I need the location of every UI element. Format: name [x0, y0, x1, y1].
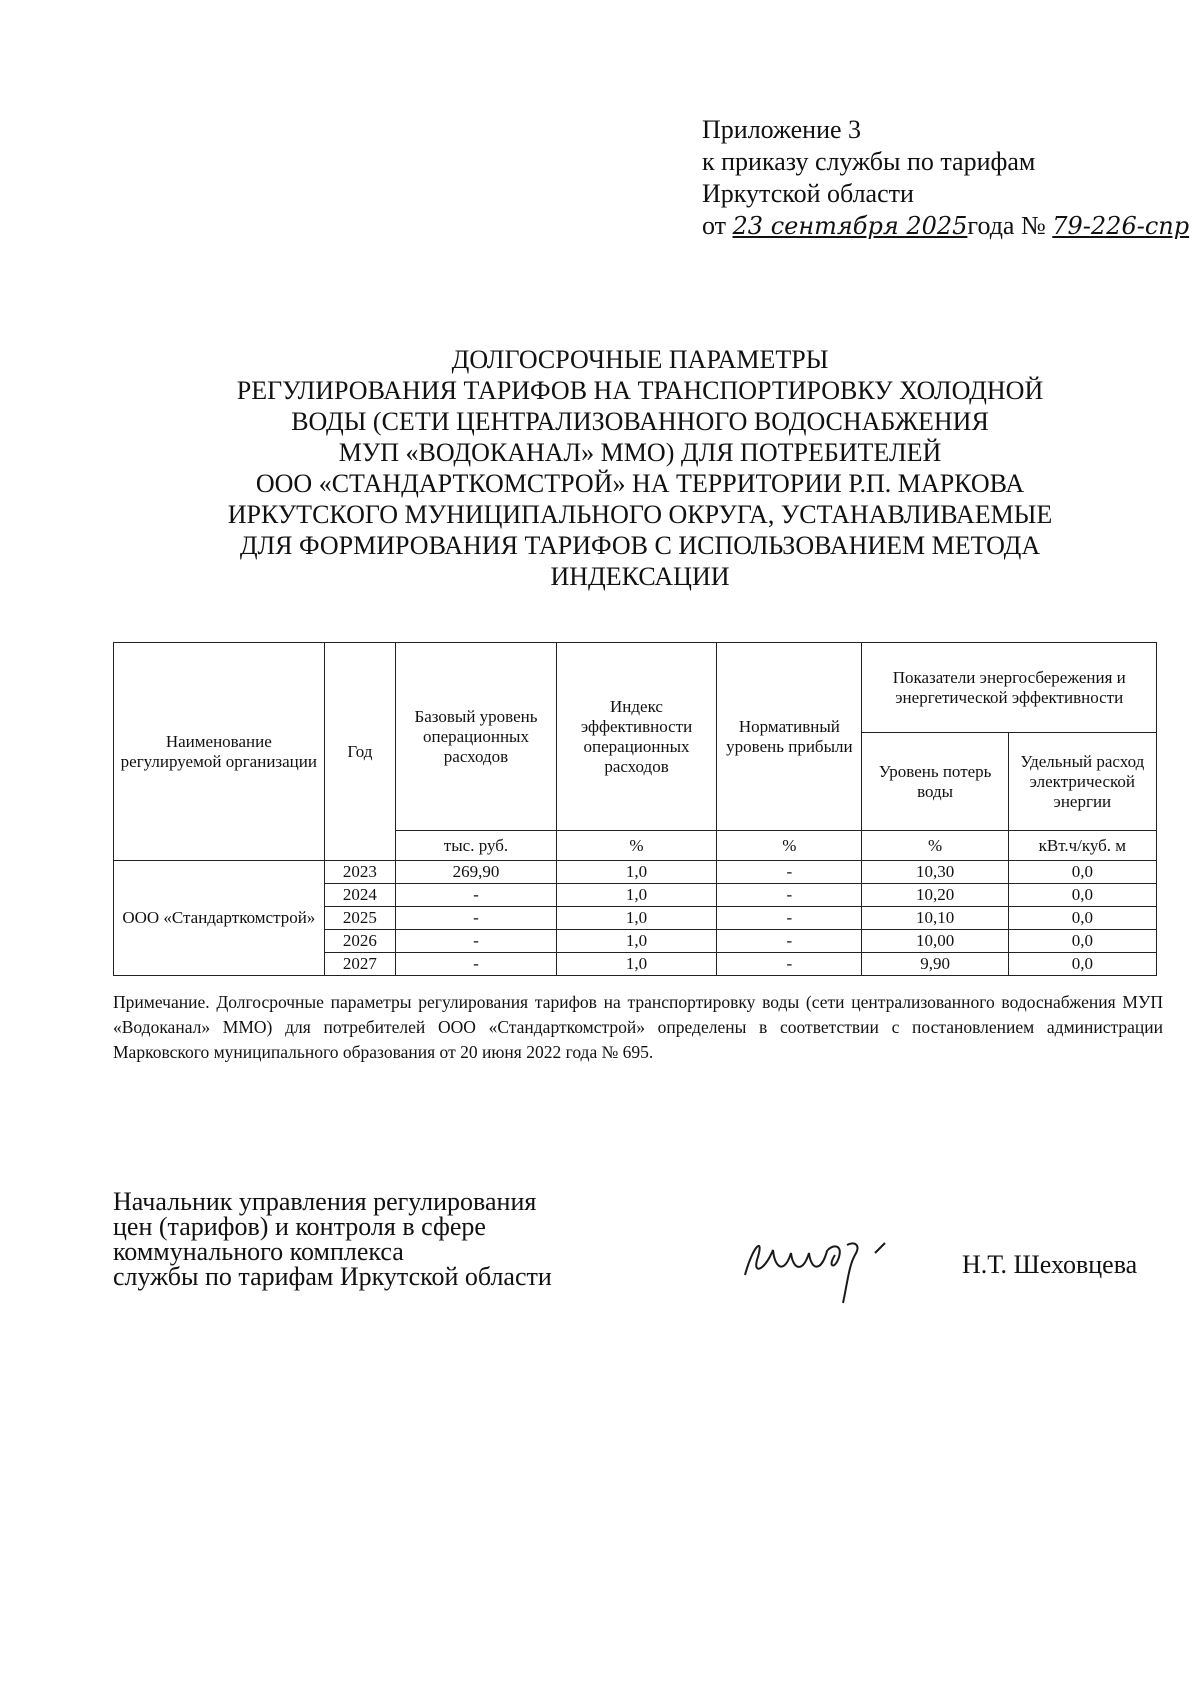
appendix-middle: года № — [967, 211, 1046, 240]
table-header-row — [114, 643, 1157, 733]
title-line: ВОДЫ (СЕТИ ЦЕНТРАЛИЗОВАННОГО ВОДОСНАБЖЕНИЯ — [291, 407, 989, 436]
cell-index: 1,0 — [556, 861, 717, 884]
table-note: Примечание. Долгосрочные параметры регулирования тарифов на транспортировку воды (сети централизованного водоснабжения МУП «Водоканал» ММО) для потребителей ООО «Стандарткомстрой» определены в соответствии с постановлением администрации Марковского муниципального образования от 20 июня 2022 года № 695. — [113, 992, 1163, 1062]
header-energy-group: Показатели энергосбережения и энергетической эффективности — [862, 643, 1157, 733]
unit-norm: % — [717, 831, 862, 861]
cell-year: 2023 — [324, 861, 396, 884]
cell-electricity: 0,0 — [1008, 930, 1156, 953]
header-efficiency-index: Индекс эффективности операционных расходов — [556, 643, 717, 831]
cell-year: 2027 — [324, 953, 396, 976]
header-base-opex: Базовый уровень операционных расходов — [396, 643, 557, 831]
appendix-prefix: от — [702, 211, 727, 240]
organization-name: ООО «Стандарткомстрой» — [114, 861, 325, 976]
handwritten-date: 23 сентября 2025 — [732, 212, 968, 240]
cell-base: - — [396, 884, 557, 907]
position-line: Начальник управления регулирования — [113, 1187, 537, 1216]
title-line: ИНДЕКСАЦИИ — [550, 562, 730, 591]
cell-norm: - — [717, 884, 862, 907]
cell-loss: 9,90 — [862, 953, 1008, 976]
title-line: ИРКУТСКОГО МУНИЦИПАЛЬНОГО ОКРУГА, УСТАНАВЛИВАЕМЫЕ — [227, 500, 1053, 529]
position-line: коммунального комплекса — [113, 1237, 404, 1266]
parameters-table — [113, 642, 1157, 976]
cell-index: 1,0 — [556, 907, 717, 930]
cell-index: 1,0 — [556, 953, 717, 976]
cell-year: 2026 — [324, 930, 396, 953]
title-line: ООО «СТАНДАРТКОМСТРОЙ» НА ТЕРРИТОРИИ Р.П. МАРКОВА — [255, 469, 1025, 498]
cell-norm: - — [717, 953, 862, 976]
header-electricity-use: Удельный расход электрической энергии — [1008, 733, 1156, 831]
cell-loss: 10,30 — [862, 861, 1008, 884]
title-line: ДОЛГОСРОЧНЫЕ ПАРАМЕТРЫ — [451, 345, 829, 374]
appendix-line-1: Приложение 3 — [702, 115, 862, 144]
cell-electricity: 0,0 — [1008, 953, 1156, 976]
title-line: ДЛЯ ФОРМИРОВАНИЯ ТАРИФОВ С ИСПОЛЬЗОВАНИЕМ МЕТОДА — [239, 531, 1041, 560]
unit-electricity: кВт.ч/куб. м — [1008, 831, 1156, 861]
cell-electricity: 0,0 — [1008, 861, 1156, 884]
unit-loss: % — [862, 831, 1008, 861]
cell-electricity: 0,0 — [1008, 907, 1156, 930]
header-normative-profit: Нормативный уровень прибыли — [717, 643, 862, 831]
cell-index: 1,0 — [556, 930, 717, 953]
signatory-position — [113, 1189, 552, 1289]
position-line: цен (тарифов) и контроля в сфере — [113, 1212, 486, 1241]
appendix-header — [702, 114, 1190, 242]
table-row — [114, 861, 1157, 884]
header-org: Наименование регулируемой организации — [114, 643, 325, 861]
handwritten-order-number: 79-226-спр — [1052, 212, 1190, 240]
signatory-name: Н.Т. Шеховцева — [962, 1250, 1138, 1279]
handwritten-signature — [735, 1215, 935, 1305]
cell-base: - — [396, 930, 557, 953]
header-water-loss: Уровень потерь воды — [862, 733, 1008, 831]
appendix-line-4 — [702, 210, 1190, 242]
cell-norm: - — [717, 907, 862, 930]
position-line: службы по тарифам Иркутской области — [113, 1262, 552, 1291]
appendix-line-2: к приказу службы по тарифам — [702, 147, 1036, 176]
cell-base: 269,90 — [396, 861, 557, 884]
cell-base: - — [396, 953, 557, 976]
cell-loss: 10,10 — [862, 907, 1008, 930]
cell-base: - — [396, 907, 557, 930]
cell-loss: 10,00 — [862, 930, 1008, 953]
cell-norm: - — [717, 930, 862, 953]
appendix-line-3: Иркутской области — [702, 179, 914, 208]
cell-year: 2024 — [324, 884, 396, 907]
title-line: РЕГУЛИРОВАНИЯ ТАРИФОВ НА ТРАНСПОРТИРОВКУ ХОЛОДНОЙ — [236, 376, 1044, 405]
unit-base: тыс. руб. — [396, 831, 557, 861]
unit-index: % — [556, 831, 717, 861]
cell-electricity: 0,0 — [1008, 884, 1156, 907]
document-title — [200, 344, 1080, 592]
cell-norm: - — [717, 861, 862, 884]
header-year: Год — [324, 643, 396, 861]
cell-index: 1,0 — [556, 884, 717, 907]
cell-loss: 10,20 — [862, 884, 1008, 907]
cell-year: 2025 — [324, 907, 396, 930]
title-line: МУП «ВОДОКАНАЛ» ММО) ДЛЯ ПОТРЕБИТЕЛЕЙ — [338, 438, 942, 467]
